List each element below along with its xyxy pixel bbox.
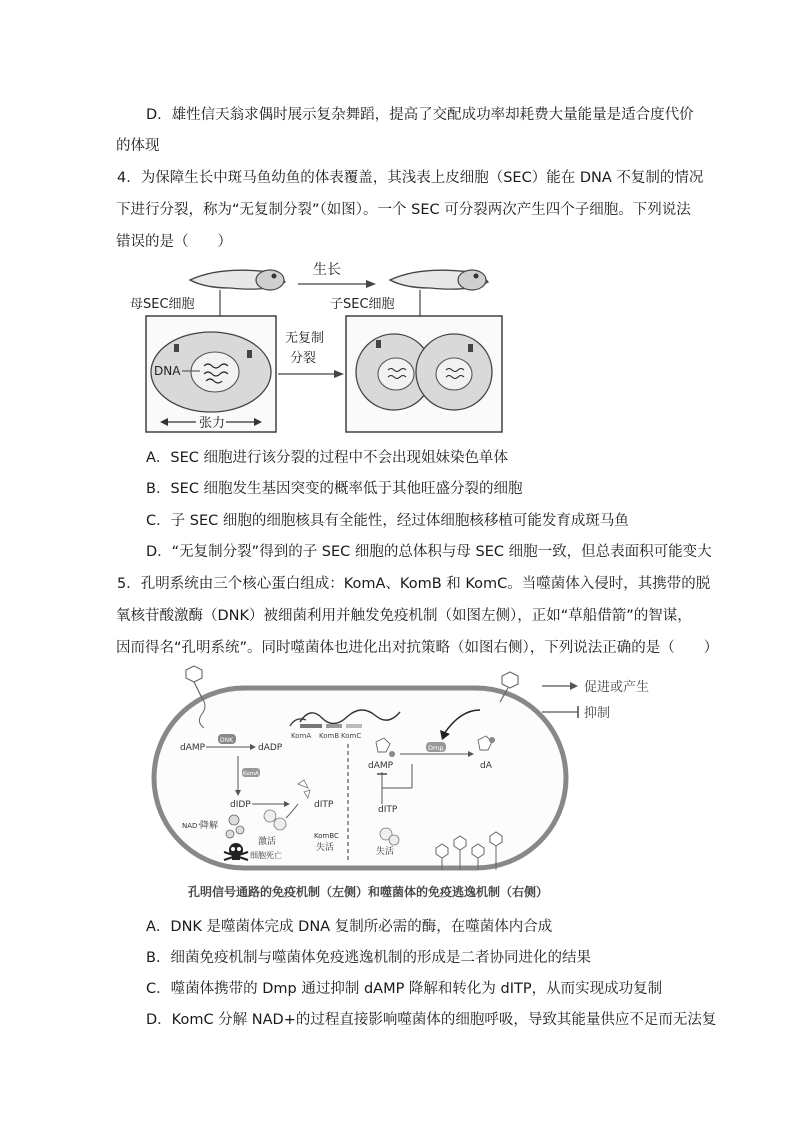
inactivate-left: 失活 <box>316 843 335 853</box>
growth-label: 生长 <box>313 262 341 278</box>
q5-option-d: D．KomC 分解 NAD+的过程直接影响噬菌体的细胞呼吸，导致其能量供应不足而无法复 <box>146 1012 717 1028</box>
gene-koma: KomA <box>291 732 312 740</box>
q5-stem-line3: 因而得名“孔明系统”。同时噬菌体也进化出对抗策略（如图右侧），下列说法正确的是（ ） <box>116 640 719 656</box>
inactivate-right: 失活 <box>376 847 395 857</box>
daughter-sec-label: 子SEC细胞 <box>330 297 395 312</box>
degrade-label: 降解 <box>200 821 219 831</box>
q5-option-b: B．细菌免疫机制与噬菌体免疫逃逸机制的形成是二者协同进化的结果 <box>146 950 591 966</box>
didp: dIDP <box>230 800 251 810</box>
ditp-right: dITP <box>378 805 398 815</box>
koma-enzyme: KomA <box>243 771 259 777</box>
q4-figure <box>120 258 510 438</box>
q3-option-d: D．雄性信天翁求偶时展示复杂舞蹈，提高了交配成功率却耗费大量能量是适合度代价 <box>146 107 694 123</box>
q4-option-c: C．子 SEC 细胞的细胞核具有全能性，经过体细胞核移植可能发育成斑马鱼 <box>146 513 629 529</box>
cell-death-label: 细胞死亡 <box>250 851 282 860</box>
q4-stem-line1: 4．为保障生长中斑马鱼幼鱼的体表覆盖，其浅表上皮细胞（SEC）能在 DNA 不复制的情况 <box>117 170 704 186</box>
legend-promote: 促进或产生 <box>584 680 650 695</box>
activate-label: 激活 <box>258 837 277 847</box>
q4-stem-line2: 下进行分裂，称为“无复制分裂”（如图）。一个 SEC 可分裂两次产生四个子细胞。下列说法 <box>116 202 691 218</box>
q5-figure-caption: 孔明信号通路的免疫机制（左侧）和噬菌体的免疫逃逸机制（右侧） <box>188 885 549 899</box>
q4-stem-line3: 错误的是（ ） <box>116 234 232 250</box>
q5-option-c: C．噬菌体携带的 Dmp 通过抑制 dAMP 降解和转化为 dITP，从而实现成功复制 <box>146 981 663 997</box>
division-label-1: 无复制 <box>285 331 325 346</box>
tension-label: 张力 <box>199 416 226 431</box>
q3-option-d-cont: 的体现 <box>116 138 160 154</box>
division-label-2: 分裂 <box>290 351 317 366</box>
bacterium-cell <box>154 688 566 868</box>
q5-stem-line2: 氧核苷酸激酶（DNK）被细菌利用并触发免疫机制（如图左侧），正如“草船借箭”的智谋， <box>116 608 692 624</box>
mother-nucleus <box>191 352 239 392</box>
ditp-left: dITP <box>314 800 334 810</box>
q5-stem-line1: 5．孔明系统由三个核心蛋白组成：KomA、KomB 和 KomC。当噬菌体入侵时，其携带的脱 <box>117 576 711 592</box>
nad-label: NAD⁺ <box>182 822 202 830</box>
q4-option-b: B．SEC 细胞发生基因突变的概率低于其他旺盛分裂的细胞 <box>146 481 523 497</box>
q4-option-a: A．SEC 细胞进行该分裂的过程中不会出现姐妹染色单体 <box>146 450 509 466</box>
q5-figure <box>150 664 670 904</box>
da-label: dA <box>480 761 492 771</box>
dna-label: DNA <box>154 364 181 378</box>
q5-option-a: A．DNK 是噬菌体完成 DNA 复制所必需的酶，在噬菌体内合成 <box>146 919 553 935</box>
gene-komc: KomC <box>341 732 362 740</box>
zebrafish-larva-right <box>390 270 488 290</box>
damp-right: dAMP <box>368 761 394 771</box>
zebrafish-larva-left <box>190 270 285 290</box>
legend-inhibit: 抑制 <box>584 706 611 721</box>
damp-left: dAMP <box>180 743 206 753</box>
q4-option-d: D．“无复制分裂”得到的子 SEC 细胞的总体积与母 SEC 细胞一致，但总表面积可能变大 <box>146 544 712 560</box>
mother-sec-label: 母SEC细胞 <box>130 297 195 312</box>
dadp: dADP <box>258 743 283 753</box>
gene-komb: KomB <box>319 732 340 740</box>
dnk-enzyme: DNK <box>220 737 234 744</box>
dmp-enzyme: Dmp <box>428 744 444 752</box>
kombc-label: KomBC <box>314 832 339 840</box>
